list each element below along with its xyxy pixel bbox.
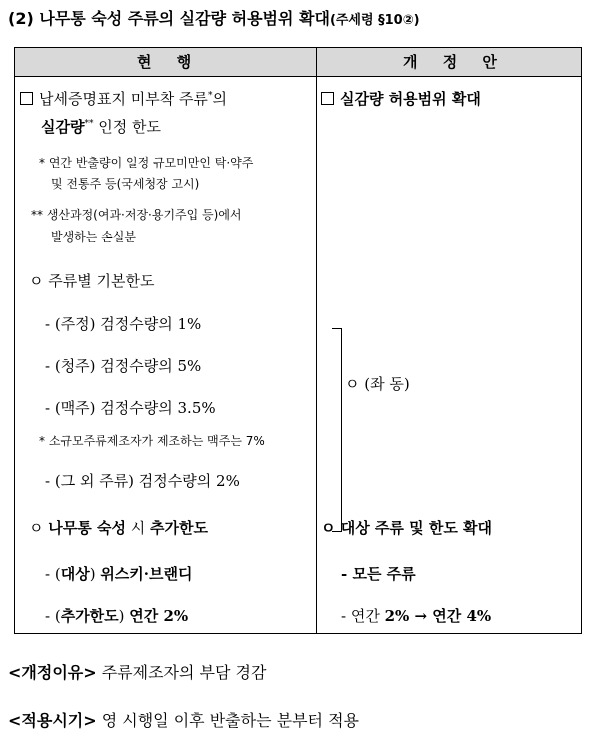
oak-item-target: - (대상) 위스키·브랜디 <box>45 565 193 583</box>
reason-line <box>8 660 266 683</box>
effective-text: 영 시행일 이후 반출하는 분부터 적용 <box>96 711 359 730</box>
comparison-table <box>14 47 582 634</box>
effective-label: <적용시기> <box>8 711 97 730</box>
basic-item-other: - (그 외 주류) 검정수량의 2% <box>45 472 240 490</box>
basic-note-small-brewer: * 소규모주류제조자가 제조하는 맥주는 7% <box>39 434 265 448</box>
checkbox-icon <box>321 92 334 105</box>
reason-text: 주류제조자의 부담 경감 <box>96 663 267 682</box>
basic-item-spirit: - (주정) 검정수량의 1% <box>45 315 202 333</box>
revised-target-all: - 모든 주류 <box>341 565 416 583</box>
basic-limit-title: ㅇ 주류별 기본한도 <box>29 272 155 290</box>
checkbox-icon <box>20 92 33 105</box>
revised-target-title: ㅇ 대상 주류 및 한도 확대 <box>321 519 493 537</box>
column-divider <box>316 48 317 633</box>
heading-reference: (주세령 §10②) <box>329 13 420 28</box>
note2-line1: ** 생산과정(여과·저장·용기주입 등)에서 <box>31 208 242 222</box>
section-heading <box>8 6 420 29</box>
reason-label: <개정이유> <box>8 663 97 682</box>
current-item-line1: 납세증명표지 미부착 주류*의 <box>20 88 227 109</box>
oak-item-extra-limit: - (추가한도) 연간 2% <box>45 607 189 625</box>
same-as-left-bracket <box>332 328 342 532</box>
revised-item: 실감량 허용범위 확대 <box>321 88 481 109</box>
current-item-line2: 실감량** 인정 한도 <box>41 118 161 136</box>
effective-line <box>8 708 359 731</box>
revised-target-limit: - 연간 2% → 연간 4% <box>341 607 492 625</box>
note1-line1: * 연간 반출량이 일정 규모미만인 탁·약주 <box>39 156 254 170</box>
header-current: 현 행 <box>137 53 202 71</box>
oak-aging-title: ㅇ 나무통 숙성 시 추가한도 <box>29 519 208 537</box>
basic-item-cheongju: - (청주) 검정수량의 5% <box>45 357 202 375</box>
basic-item-beer: - (맥주) 검정수량의 3.5% <box>45 399 216 417</box>
note1-line2: 및 전통주 등(국세청장 고시) <box>51 177 200 191</box>
heading-title: (2) 나무통 숙성 주류의 실감량 허용범위 확대 <box>8 9 330 28</box>
revised-same: ㅇ (좌 동) <box>345 375 410 393</box>
note2-line2: 발생하는 손실분 <box>51 230 136 244</box>
header-revised: 개 정 안 <box>403 53 507 71</box>
